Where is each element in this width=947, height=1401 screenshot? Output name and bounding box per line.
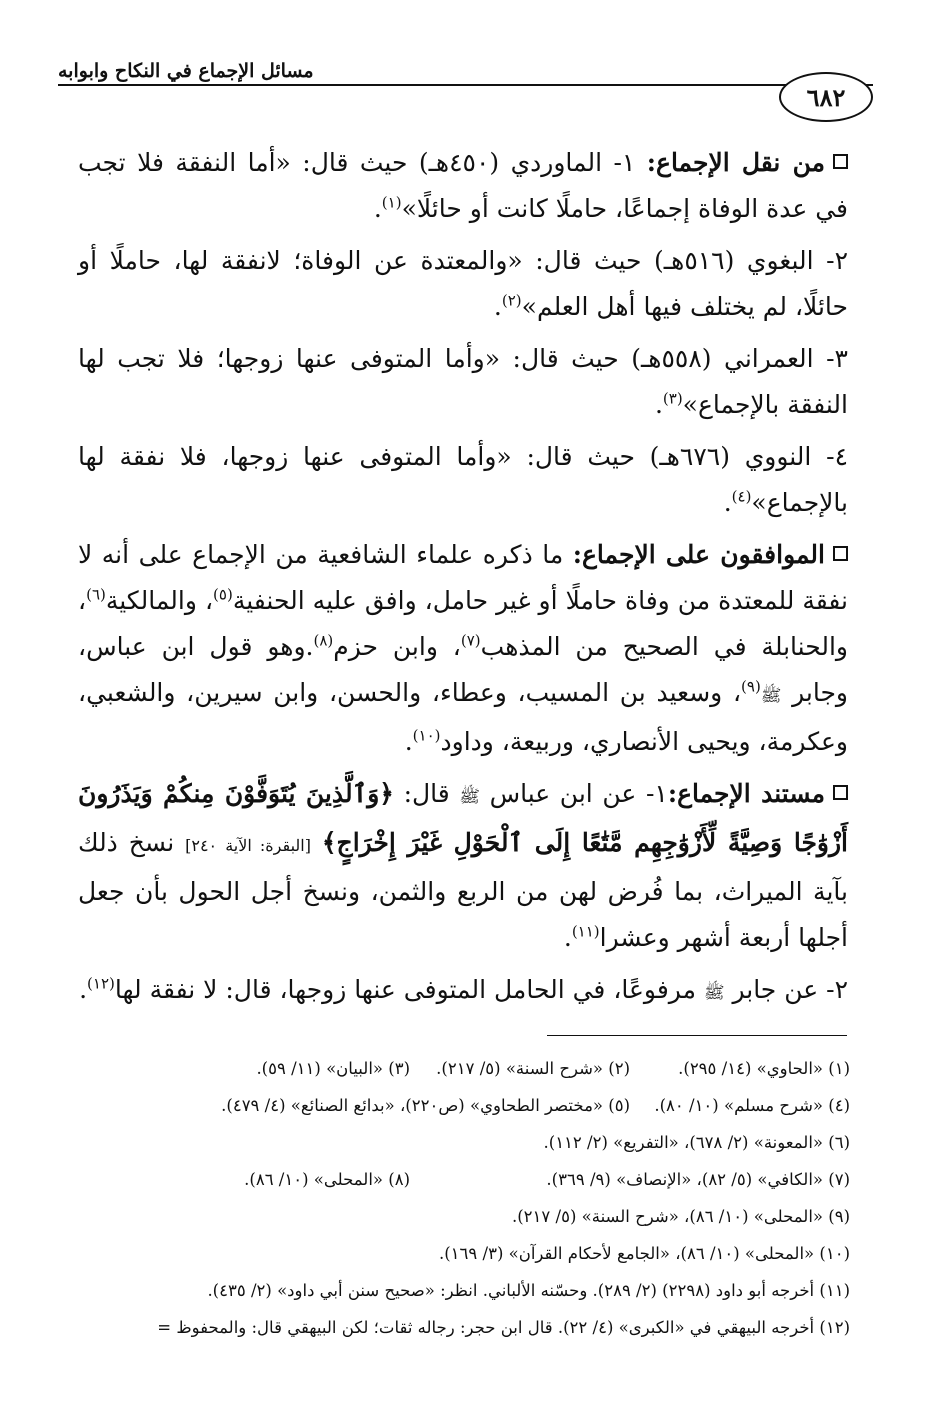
paragraph-text: ١- الماوردي (٤٥٠هـ) حيث قال: «أما النفقة فلا تجب في عدة الوفاة إجماعًا، حاملًا كانت أو حائلًا» <box>78 148 848 223</box>
main-text <box>78 140 848 1022</box>
footnote-row <box>78 1161 850 1198</box>
footnote: (٥) «مختصر الطحاوي» (ص٢٢٠)، «بدائع الصنائع» (٤/ ٤٧٩). <box>221 1096 630 1115</box>
paragraph-text: ، والمالكية <box>105 586 214 615</box>
footnote-ref[interactable]: (٦) <box>86 585 106 604</box>
footnote-ref[interactable]: (١٠) <box>412 726 441 745</box>
footnote-row <box>78 1050 850 1087</box>
paragraph-text: .وهو قول ابن عباس، وجابر <box>78 632 848 707</box>
footnote-ref[interactable]: (١٢) <box>87 974 115 993</box>
paragraph-agreeing <box>78 532 848 765</box>
verse-citation: [البقرة: الآية ٢٤٠] <box>185 836 311 855</box>
paragraph-text: مرفوعًا، في الحامل المتوفى عنها زوجها، قال: لا نفقة لها <box>114 975 696 1004</box>
paragraph-text: ١- عن ابن عباس <box>489 779 668 808</box>
paragraph-baghawi <box>78 238 848 330</box>
footnote-ref[interactable]: (١١) <box>571 922 600 941</box>
honorific-glyph: ﷺ <box>459 787 480 807</box>
footnote: (١٢) أخرجه البيهقي في «الكبرى» (٤/ ٢٢). قال ابن حجر: رجاله ثقات؛ لكن البيهقي قال: والمحفوظ = <box>157 1318 850 1337</box>
footnote-ref[interactable]: (٣) <box>662 389 683 408</box>
footnote-ref[interactable]: (٩) <box>741 677 761 696</box>
footnote: (٢) «شرح السنة» (٥/ ٢١٧). <box>436 1059 630 1078</box>
square-bullet-icon <box>833 154 848 169</box>
footnote-ref[interactable]: (٨) <box>313 631 334 650</box>
paragraph-text: ٢- البغوي (٥١٦هـ) حيث قال: «والمعتدة عن الوفاة؛ لانفقة لها، حاملًا أو حائلًا، لم يختلف فيها أهل العلم» <box>78 246 848 321</box>
honorific-glyph: ﷺ <box>760 686 782 706</box>
footnote-row <box>78 1235 850 1272</box>
footnote-row <box>78 1272 850 1309</box>
footnote: (١) «الحاوي» (١٤/ ٢٩٥). <box>678 1059 850 1078</box>
paragraph-text: ٤- النووي (٦٧٦هـ) حيث قال: «وأما المتوفى عنها زوجها، فلا نفقة لها بالإجماع» <box>78 442 848 517</box>
footnote-row <box>78 1198 850 1235</box>
paragraph-imrani <box>78 336 848 428</box>
paragraph-nawawi <box>78 434 848 526</box>
footnote-separator <box>547 1035 847 1036</box>
quran-verse: ﴿وَٱلَّذِينَ يُتَوَفَّوْنَ مِنكُمْ وَيَذَرُونَ أَزْوَٰجًا وَصِيَّةً لِّأَزْوَٰجِهِم مَّتَٰعًا إِلَى ٱلْحَوْلِ غَيْرَ إِخْرَاجٍ﴾ <box>78 779 848 857</box>
running-title: مسائل الإجماع في النكاح وابوابه <box>58 60 314 82</box>
paragraph-jabir <box>78 967 848 1016</box>
square-bullet-icon <box>833 546 848 561</box>
punctuation: . <box>654 390 663 419</box>
footnote: (٦) «المعونة» (٢/ ٦٧٨)، «التفريع» (٢/ ١١٢). <box>543 1133 850 1152</box>
footnote: (٣) «البيان» (١١/ ٥٩). <box>256 1059 410 1078</box>
square-bullet-icon <box>833 785 848 800</box>
punctuation: . <box>493 292 502 321</box>
paragraph-text: ٢- عن جابر <box>732 975 848 1004</box>
footnote-ref[interactable]: (٤) <box>731 487 752 506</box>
footnote-ref[interactable]: (١) <box>381 193 402 212</box>
punctuation: . <box>723 488 732 517</box>
paragraph-text: قال: <box>403 779 450 808</box>
punctuation: . <box>404 727 413 756</box>
footnotes <box>78 1050 850 1346</box>
paragraph-text: ، والحنابلة في الصحيح من المذهب <box>78 586 848 661</box>
paragraph-text: نسخ ذلك بآية الميراث، بما فُرض لهن من الربع والثمن، ونسخ أجل الحول بأن جعل أجلها أربعة أشهر وعشرا <box>78 828 848 952</box>
punctuation: . <box>563 923 572 952</box>
footnote-row <box>78 1087 850 1124</box>
punctuation: . <box>373 194 382 223</box>
footnote-ref[interactable]: (٥) <box>213 585 233 604</box>
section-heading: مستند الإجماع: <box>667 779 826 808</box>
footnote-row <box>78 1124 850 1161</box>
running-header <box>58 58 873 118</box>
section-heading: من نقل الإجماع: <box>646 148 825 177</box>
footnote: (١٠) «المحلى» (١٠/ ٨٦)، «الجامع لأحكام القرآن» (٣/ ١٦٩). <box>438 1244 850 1263</box>
page-number: ٦٨٢ <box>779 72 873 122</box>
paragraph-text: ، وسعيد بن المسيب، وعطاء، والحسن، وابن سيرين، والشعبي، وعكرمة، ويحيى الأنصاري، وربيعة، وداود <box>78 678 848 756</box>
punctuation: . <box>79 975 88 1004</box>
footnote: (١١) أخرجه أبو داود (٢٢٩٨) (٢/ ٢٨٩). وحسّنه الألباني. انظر: «صحيح سنن أبي داود» (٢/ ٤٣٥). <box>207 1281 850 1300</box>
footnote-ref[interactable]: (٧) <box>460 631 481 650</box>
paragraph-transmitters <box>78 140 848 232</box>
footnote-row <box>78 1309 850 1346</box>
footnote: (٨) «المحلى» (١٠/ ٨٦). <box>244 1170 410 1189</box>
footnote: (٧) «الكافي» (٥/ ٨٢)، «الإنصاف» (٩/ ٣٦٩). <box>546 1170 850 1189</box>
header-rule <box>58 84 873 86</box>
footnote-ref[interactable]: (٢) <box>501 291 522 310</box>
section-heading: الموافقون على الإجماع: <box>572 540 825 569</box>
paragraph-text: ، وابن حزم <box>333 632 461 661</box>
footnote: (٤) «شرح مسلم» (١٠/ ٨٠). <box>654 1096 850 1115</box>
paragraph-text: ٣- العمراني (٥٥٨هـ) حيث قال: «وأما المتوفى عنها زوجها؛ فلا تجب لها النفقة بالإجماع» <box>78 344 848 419</box>
honorific-glyph: ﷺ <box>703 983 725 1003</box>
footnote: (٩) «المحلى» (١٠/ ٨٦)، «شرح السنة» (٥/ ٢١٧). <box>511 1207 850 1226</box>
paragraph-evidence <box>78 771 848 961</box>
paragraph-text: ما ذكره علماء الشافعية من الإجماع على أنه لا نفقة للمعتدة من وفاة حاملًا أو غير حامل، وافق عليه الحنفية <box>78 540 849 615</box>
